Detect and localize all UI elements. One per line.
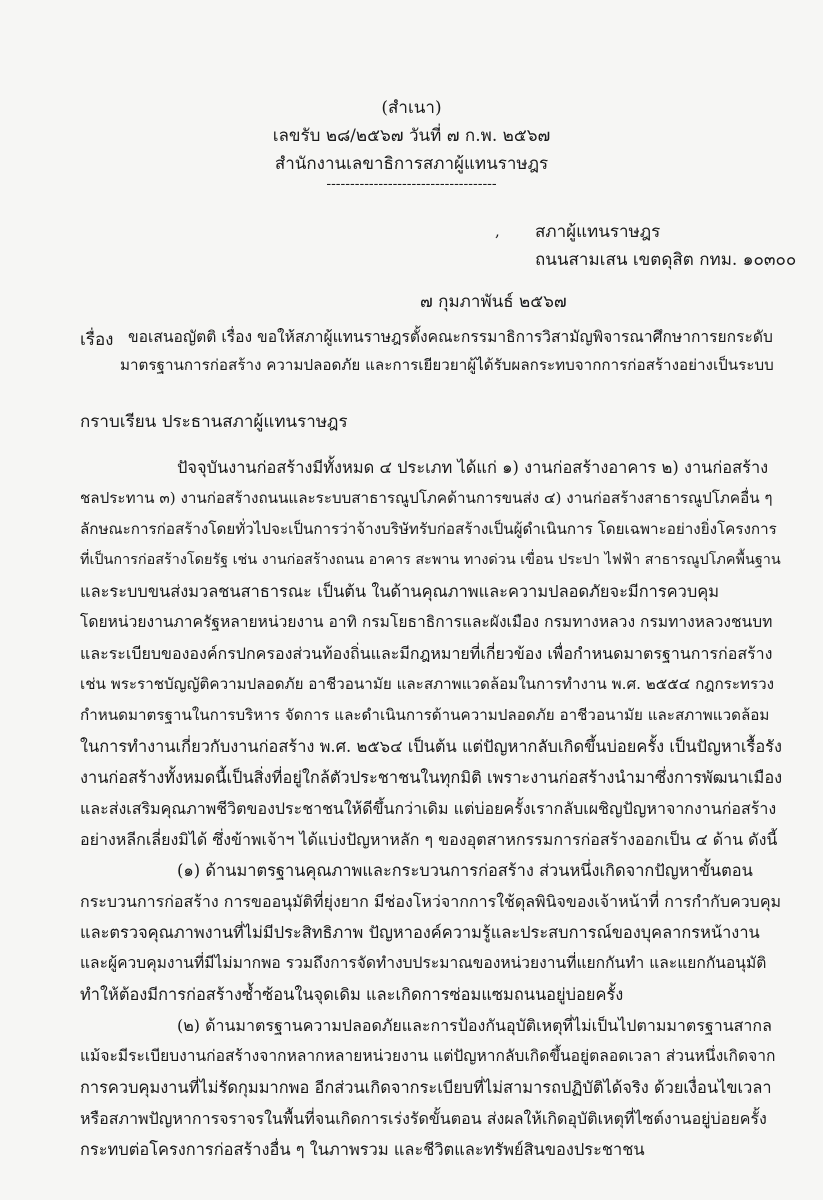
body-line: งานก่อสร้างทั้งหมดนี้เป็นสิ่งที่อยู่ใกล้ตัวประชาชนในทุกมิติ เพราะงานก่อสร้างนำมาซึ่งการพัฒนาเมือง (80, 768, 783, 787)
subject-line-1: ขอเสนอญัตติ เรื่อง ขอให้สภาผู้แทนราษฎรตั้งคณะกรรมาธิการวิสามัญพิจารณาศึกษาการยกระดับ (128, 328, 773, 346)
body-line: ลักษณะการก่อสร้างโดยทั่วไปจะเป็นการว่าจ้างบริษัทรับก่อสร้างเป็นผู้ดำเนินการ โดยเฉพาะอย่างยิ่งโครงการ (80, 520, 777, 538)
separator-line: ------------------------------------ (326, 176, 497, 192)
body-line: ชลประทาน ๓) งานก่อสร้างถนนและระบบสาธารณูปโภคด้านการขนส่ง ๔) งานก่อสร้างสาธารณูปโภคอื่น ๆ (80, 489, 773, 507)
body-line: ในการทำงานเกี่ยวกับงานก่อสร้าง พ.ศ. ๒๕๖๔ เป็นต้น แต่ปัญหากลับเกิดขึ้นบ่อยครั้ง เป็นปัญหาเรื้อรัง (80, 737, 782, 756)
body-line: กำหนดมาตรฐานในการบริหาร จัดการ และดำเนินการด้านความปลอดภัย อาชีวอนามัย และสภาพแวดล้อม (80, 706, 770, 724)
tick-mark: , (495, 222, 500, 240)
body-line: ปัจจุบันงานก่อสร้างมีทั้งหมด ๔ ประเภท ได้แก่ ๑) งานก่อสร้างอาคาร ๒) งานก่อสร้าง (177, 458, 769, 477)
office-name: สำนักงานเลขาธิการสภาผู้แทนราษฎร (274, 154, 549, 174)
body-line: และผู้ควบคุมงานที่มีไม่มากพอ รวมถึงการจัดทำงบประมาณของหน่วยงานที่แยกกันทำ และแยกกันอนุมัติ (80, 954, 767, 972)
body-line: การควบคุมงานที่ไม่รัดกุมมากพอ อีกส่วนเกิดจากระเบียบที่ไม่สามารถปฏิบัติได้จริง ด้วยเงื่อนไขเวลา (80, 1078, 772, 1097)
body-line: แม้จะมีระเบียบงานก่อสร้างจากหลากหลายหน่วยงาน แต่ปัญหากลับเกิดขึ้นอยู่ตลอดเวลา ส่วนหนึ่งเกิดจาก (80, 1047, 776, 1065)
body-line: ที่เป็นการก่อสร้างโดยรัฐ เช่น งานก่อสร้างถนน อาคาร สะพาน ทางด่วน เขื่อน ประปา ไฟฟ้า สาธารณูปโภคพื้นฐาน (80, 552, 781, 568)
body-line: (๑) ด้านมาตรฐานคุณภาพและกระบวนการก่อสร้าง ส่วนหนึ่งเกิดจากปัญหาขั้นตอน (177, 861, 753, 880)
body-line: หรือสภาพปัญหาการจราจรในพื้นที่จนเกิดการเร่งรัดขั้นตอน ส่งผลให้เกิดอุบัติเหตุที่ไซต์งานอยู่บ่อยครั้ง (80, 1109, 767, 1128)
body-line: กระบวนการก่อสร้าง การขออนุมัติที่ยุ่งยาก มีช่องโหว่จากการใช้ดุลพินิจของเจ้าหน้าที่ การกำกับควบคุม (80, 892, 782, 911)
subject-label: เรื่อง (80, 330, 114, 350)
copy-label: (สำเนา) (381, 98, 442, 118)
subject-line-2: มาตรฐานการก่อสร้าง ความปลอดภัย และการเยียวยาผู้ได้รับผลกระทบจากการก่อสร้างอย่างเป็นระบบ (120, 356, 774, 374)
address-line-1: สภาผู้แทนราษฎร (535, 222, 661, 242)
body-line: และระบบขนส่งมวลชนสาธารณะ เป็นต้น ในด้านคุณภาพและความปลอดภัยจะมีการควบคุม (80, 582, 719, 601)
salutation: กราบเรียน ประธานสภาผู้แทนราษฎร (80, 412, 348, 432)
body-line: และตรวจคุณภาพงานที่ไม่มีประสิทธิภาพ ปัญหาองค์ความรู้และประสบการณ์ของบุคลากรหน้างาน (80, 923, 760, 942)
body-line: โดยหน่วยงานภาครัฐหลายหน่วยงาน อาทิ กรมโยธาธิการและผังเมือง กรมทางหลวง กรมทางหลวงชนบท (80, 613, 773, 631)
body-line: อย่างหลีกเลี่ยงมิได้ ซึ่งข้าพเจ้าฯ ได้แบ่งปัญหาหลัก ๆ ของอุตสาหกรรมการก่อสร้างออกเป็น ๔ ด้าน ดังนี้ (80, 830, 778, 849)
body-line: กระทบต่อโครงการก่อสร้างอื่น ๆ ในภาพรวม และชีวิตและทรัพย์สินของประชาชน (80, 1140, 645, 1159)
document-date: ๗ กุมภาพันธ์ ๒๕๖๗ (420, 292, 567, 312)
body-line: ทำให้ต้องมีการก่อสร้างซ้ำซ้อนในจุดเดิม และเกิดการซ่อมแซมถนนอยู่บ่อยครั้ง (80, 985, 624, 1004)
body-line: และระเบียบขององค์กรปกครองส่วนท้องถิ่นและมีกฎหมายที่เกี่ยวข้อง เพื่อกำหนดมาตรฐานการก่อสร้าง (80, 644, 773, 663)
body-line: เช่น พระราชบัญญัติความปลอดภัย อาชีวอนามัย และสภาพแวดล้อมในการทำงาน พ.ศ. ๒๕๕๔ กฎกระทรวง (80, 675, 775, 693)
receipt-line: เลขรับ ๒๘/๒๕๖๗ วันที่ ๗ ก.พ. ๒๕๖๗ (272, 126, 551, 146)
body-line: และส่งเสริมคุณภาพชีวิตของประชาชนให้ดีขึ้นกว่าเดิม แต่บ่อยครั้งเรากลับเผชิญปัญหาจากงานก่อสร้าง (80, 799, 777, 818)
address-line-2: ถนนสามเสน เขตดุสิต กทม. ๑๐๓๐๐ (535, 250, 797, 270)
body-line: (๒) ด้านมาตรฐานความปลอดภัยและการป้องกันอุบัติเหตุที่ไม่เป็นไปตามมาตรฐานสากล (177, 1016, 772, 1035)
